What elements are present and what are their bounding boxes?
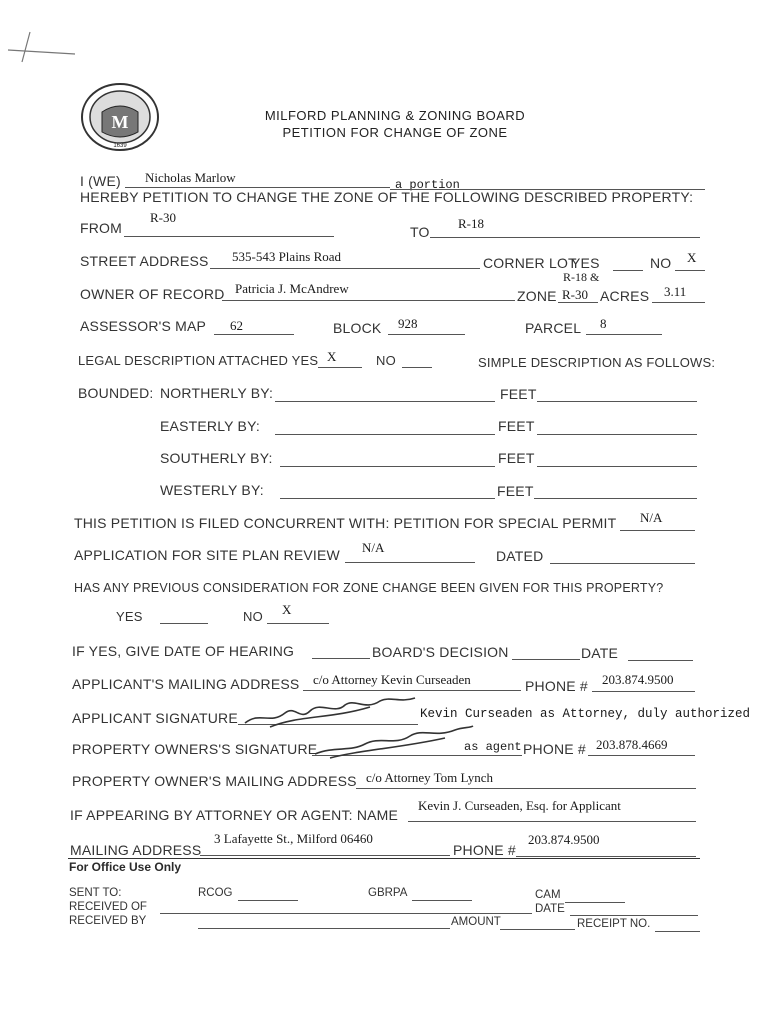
legal-no-label: NO	[376, 353, 396, 368]
previous-yes-label: YES	[116, 609, 143, 624]
portion-value: a portion	[395, 178, 460, 192]
office-heading: For Office Use Only	[69, 860, 182, 874]
as-agent-text: as agent	[464, 740, 522, 754]
parcel-label: PARCEL	[525, 320, 582, 336]
owner-signature-label: PROPERTY OWNERS'S SIGNATURE	[72, 741, 318, 757]
westerly-label: WESTERLY BY:	[160, 482, 264, 498]
zone-value: R-30	[562, 287, 588, 302]
gbrpa-line	[412, 900, 472, 901]
to-label: TO	[410, 224, 430, 240]
map-line	[214, 334, 294, 335]
owner-signature-scribble	[305, 722, 475, 762]
hearing-date-label: DATE	[581, 645, 619, 661]
dated-label: DATED	[496, 548, 544, 564]
owner-line	[222, 300, 515, 301]
office-date-label: DATE	[535, 903, 565, 915]
applicant-typed-signature: Kevin Curseaden as Attorney, duly authorized	[420, 707, 751, 721]
corner-no-label: NO	[650, 255, 672, 271]
block-line	[388, 334, 465, 335]
easterly-feet-line	[537, 434, 697, 435]
previous-no-value: X	[282, 602, 292, 617]
received-by-line	[198, 928, 450, 929]
received-by-label: RECEIVED BY	[69, 915, 147, 927]
from-line	[124, 236, 334, 237]
attorney-name-label: IF APPEARING BY ATTORNEY OR AGENT: NAME	[70, 807, 399, 823]
street-label: STREET ADDRESS	[80, 253, 209, 269]
from-label: FROM	[80, 220, 123, 236]
southerly-label: SOUTHERLY BY:	[160, 450, 273, 466]
dated-line	[550, 563, 695, 564]
owner-phone-label: PHONE #	[523, 741, 586, 757]
street-line	[210, 268, 480, 269]
cam-line	[565, 902, 625, 903]
previous-no-line	[267, 623, 329, 624]
street-value: 535-543 Plains Road	[232, 249, 342, 264]
concurrent-label: THIS PETITION IS FILED CONCURRENT WITH: PETITION FOR SPECIAL PERMIT	[74, 515, 617, 531]
southerly-feet-line	[537, 466, 697, 467]
owner-mailing-value: c/o Attorney Tom Lynch	[366, 770, 494, 785]
decision-line	[512, 659, 580, 660]
acres-label: ACRES	[600, 288, 650, 304]
owner-phone-value: 203.878.4669	[596, 737, 668, 752]
zone-label: ZONE	[517, 288, 557, 304]
block-label: BLOCK	[333, 320, 382, 336]
acres-value: 3.11	[664, 284, 687, 299]
site-plan-value: N/A	[362, 540, 385, 555]
cam-label: CAM	[535, 889, 561, 901]
applicant-phone-value: 203.874.9500	[602, 672, 674, 687]
corner-yes-label: YES	[571, 255, 600, 271]
seal-letter: M	[111, 112, 129, 132]
applicant-phone-line	[592, 691, 695, 692]
to-value: R-18	[458, 216, 484, 231]
amount-label: AMOUNT	[451, 916, 501, 928]
previous-question: HAS ANY PREVIOUS CONSIDERATION FOR ZONE CHANGE BEEN GIVEN FOR THIS PROPERTY?	[74, 581, 664, 595]
legal-label: LEGAL DESCRIPTION ATTACHED YES	[78, 353, 319, 368]
owner-value: Patricia J. McAndrew	[235, 281, 349, 296]
applicant-mailing-label: APPLICANT'S MAILING ADDRESS	[72, 676, 300, 692]
hereby-text: HEREBY PETITION TO CHANGE THE ZONE OF THE FOLLOWING DESCRIBED PROPERTY:	[80, 189, 694, 205]
corner-no-value: X	[687, 250, 697, 265]
office-date-line	[570, 915, 698, 916]
bounded-label: BOUNDED:	[78, 385, 154, 401]
northerly-line	[275, 401, 495, 402]
attorney-mailing-value: 3 Lafayette St., Milford 06460	[214, 831, 373, 846]
rcog-line	[238, 900, 298, 901]
parcel-value: 8	[600, 316, 607, 331]
received-of-label: RECEIVED OF	[69, 901, 147, 913]
form-subtitle: PETITION FOR CHANGE OF ZONE	[282, 125, 508, 140]
northerly-feet: FEET	[500, 386, 537, 402]
southerly-line	[280, 466, 495, 467]
corner-no-line	[675, 270, 705, 271]
acres-line	[652, 302, 705, 303]
attorney-name-line	[408, 821, 696, 822]
owner-label: OWNER OF RECORD	[80, 286, 225, 302]
seal-year: 1639	[113, 143, 127, 149]
receipt-label: RECEIPT NO.	[577, 918, 651, 930]
westerly-line	[280, 498, 495, 499]
gbrpa-label: GBRPA	[368, 887, 408, 899]
owner-phone-line	[588, 755, 695, 756]
sent-to-label: SENT TO:	[69, 887, 122, 899]
legal-no-line	[402, 367, 432, 368]
decision-label: BOARD'S DECISION	[372, 644, 509, 660]
petitioner-value: Nicholas Marlow	[145, 170, 236, 185]
concurrent-line	[620, 530, 695, 531]
town-seal	[80, 82, 160, 152]
owner-mailing-line	[356, 788, 696, 789]
westerly-feet: FEET	[497, 483, 534, 499]
received-of-line	[160, 913, 532, 914]
from-value: R-30	[150, 210, 176, 225]
petitioner-line	[125, 187, 390, 188]
owner-mailing-label: PROPERTY OWNER'S MAILING ADDRESS	[72, 773, 357, 789]
legal-yes-value: X	[327, 349, 337, 364]
attorney-phone-label: PHONE #	[453, 842, 516, 858]
we-label: I (WE)	[80, 173, 121, 189]
easterly-feet: FEET	[498, 418, 535, 434]
site-plan-line	[345, 562, 475, 563]
easterly-label: EASTERLY BY:	[160, 418, 260, 434]
applicant-signature-label: APPLICANT SIGNATURE	[72, 710, 238, 726]
site-plan-label: APPLICATION FOR SITE PLAN REVIEW	[74, 547, 340, 563]
attorney-phone-value: 203.874.9500	[528, 832, 600, 847]
corner-pen-mark	[0, 10, 90, 70]
concurrent-value: N/A	[640, 510, 663, 525]
simple-desc-label: SIMPLE DESCRIPTION AS FOLLOWS:	[478, 355, 716, 370]
hearing-date-line	[628, 660, 693, 661]
attorney-name-value: Kevin J. Curseaden, Esq. for Applicant	[418, 798, 621, 813]
applicant-mailing-line	[303, 690, 521, 691]
westerly-feet-line	[534, 498, 697, 499]
attorney-mailing-label: MAILING ADDRESS	[70, 842, 202, 858]
hearing-line	[312, 658, 370, 659]
previous-yes-line	[160, 623, 208, 624]
form-title: MILFORD PLANNING & ZONING BOARD	[264, 108, 526, 123]
zone-value-top: R-18 &	[563, 270, 600, 284]
hearing-label: IF YES, GIVE DATE OF HEARING	[72, 643, 295, 659]
amount-line	[500, 929, 575, 930]
attorney-phone-line	[516, 856, 696, 857]
southerly-feet: FEET	[498, 450, 535, 466]
parcel-line	[586, 334, 662, 335]
easterly-line	[275, 434, 495, 435]
previous-no-label: NO	[243, 609, 263, 624]
northerly-feet-line	[537, 401, 697, 402]
corner-yes-line	[613, 270, 643, 271]
to-line	[430, 237, 700, 238]
receipt-line	[655, 931, 700, 932]
office-divider	[68, 858, 700, 859]
applicant-phone-label: PHONE #	[525, 678, 588, 694]
applicant-mailing-value: c/o Attorney Kevin Curseaden	[313, 672, 471, 687]
legal-yes-line	[318, 367, 362, 368]
map-value: 62	[230, 318, 243, 333]
rcog-label: RCOG	[198, 887, 233, 899]
corner-lot-label: CORNER LOT	[483, 255, 577, 271]
map-label: ASSESSOR'S MAP	[80, 318, 207, 334]
block-value: 928	[398, 316, 418, 331]
northerly-label: NORTHERLY BY:	[160, 385, 274, 401]
attorney-mailing-line	[200, 855, 450, 856]
zone-line	[558, 302, 598, 303]
